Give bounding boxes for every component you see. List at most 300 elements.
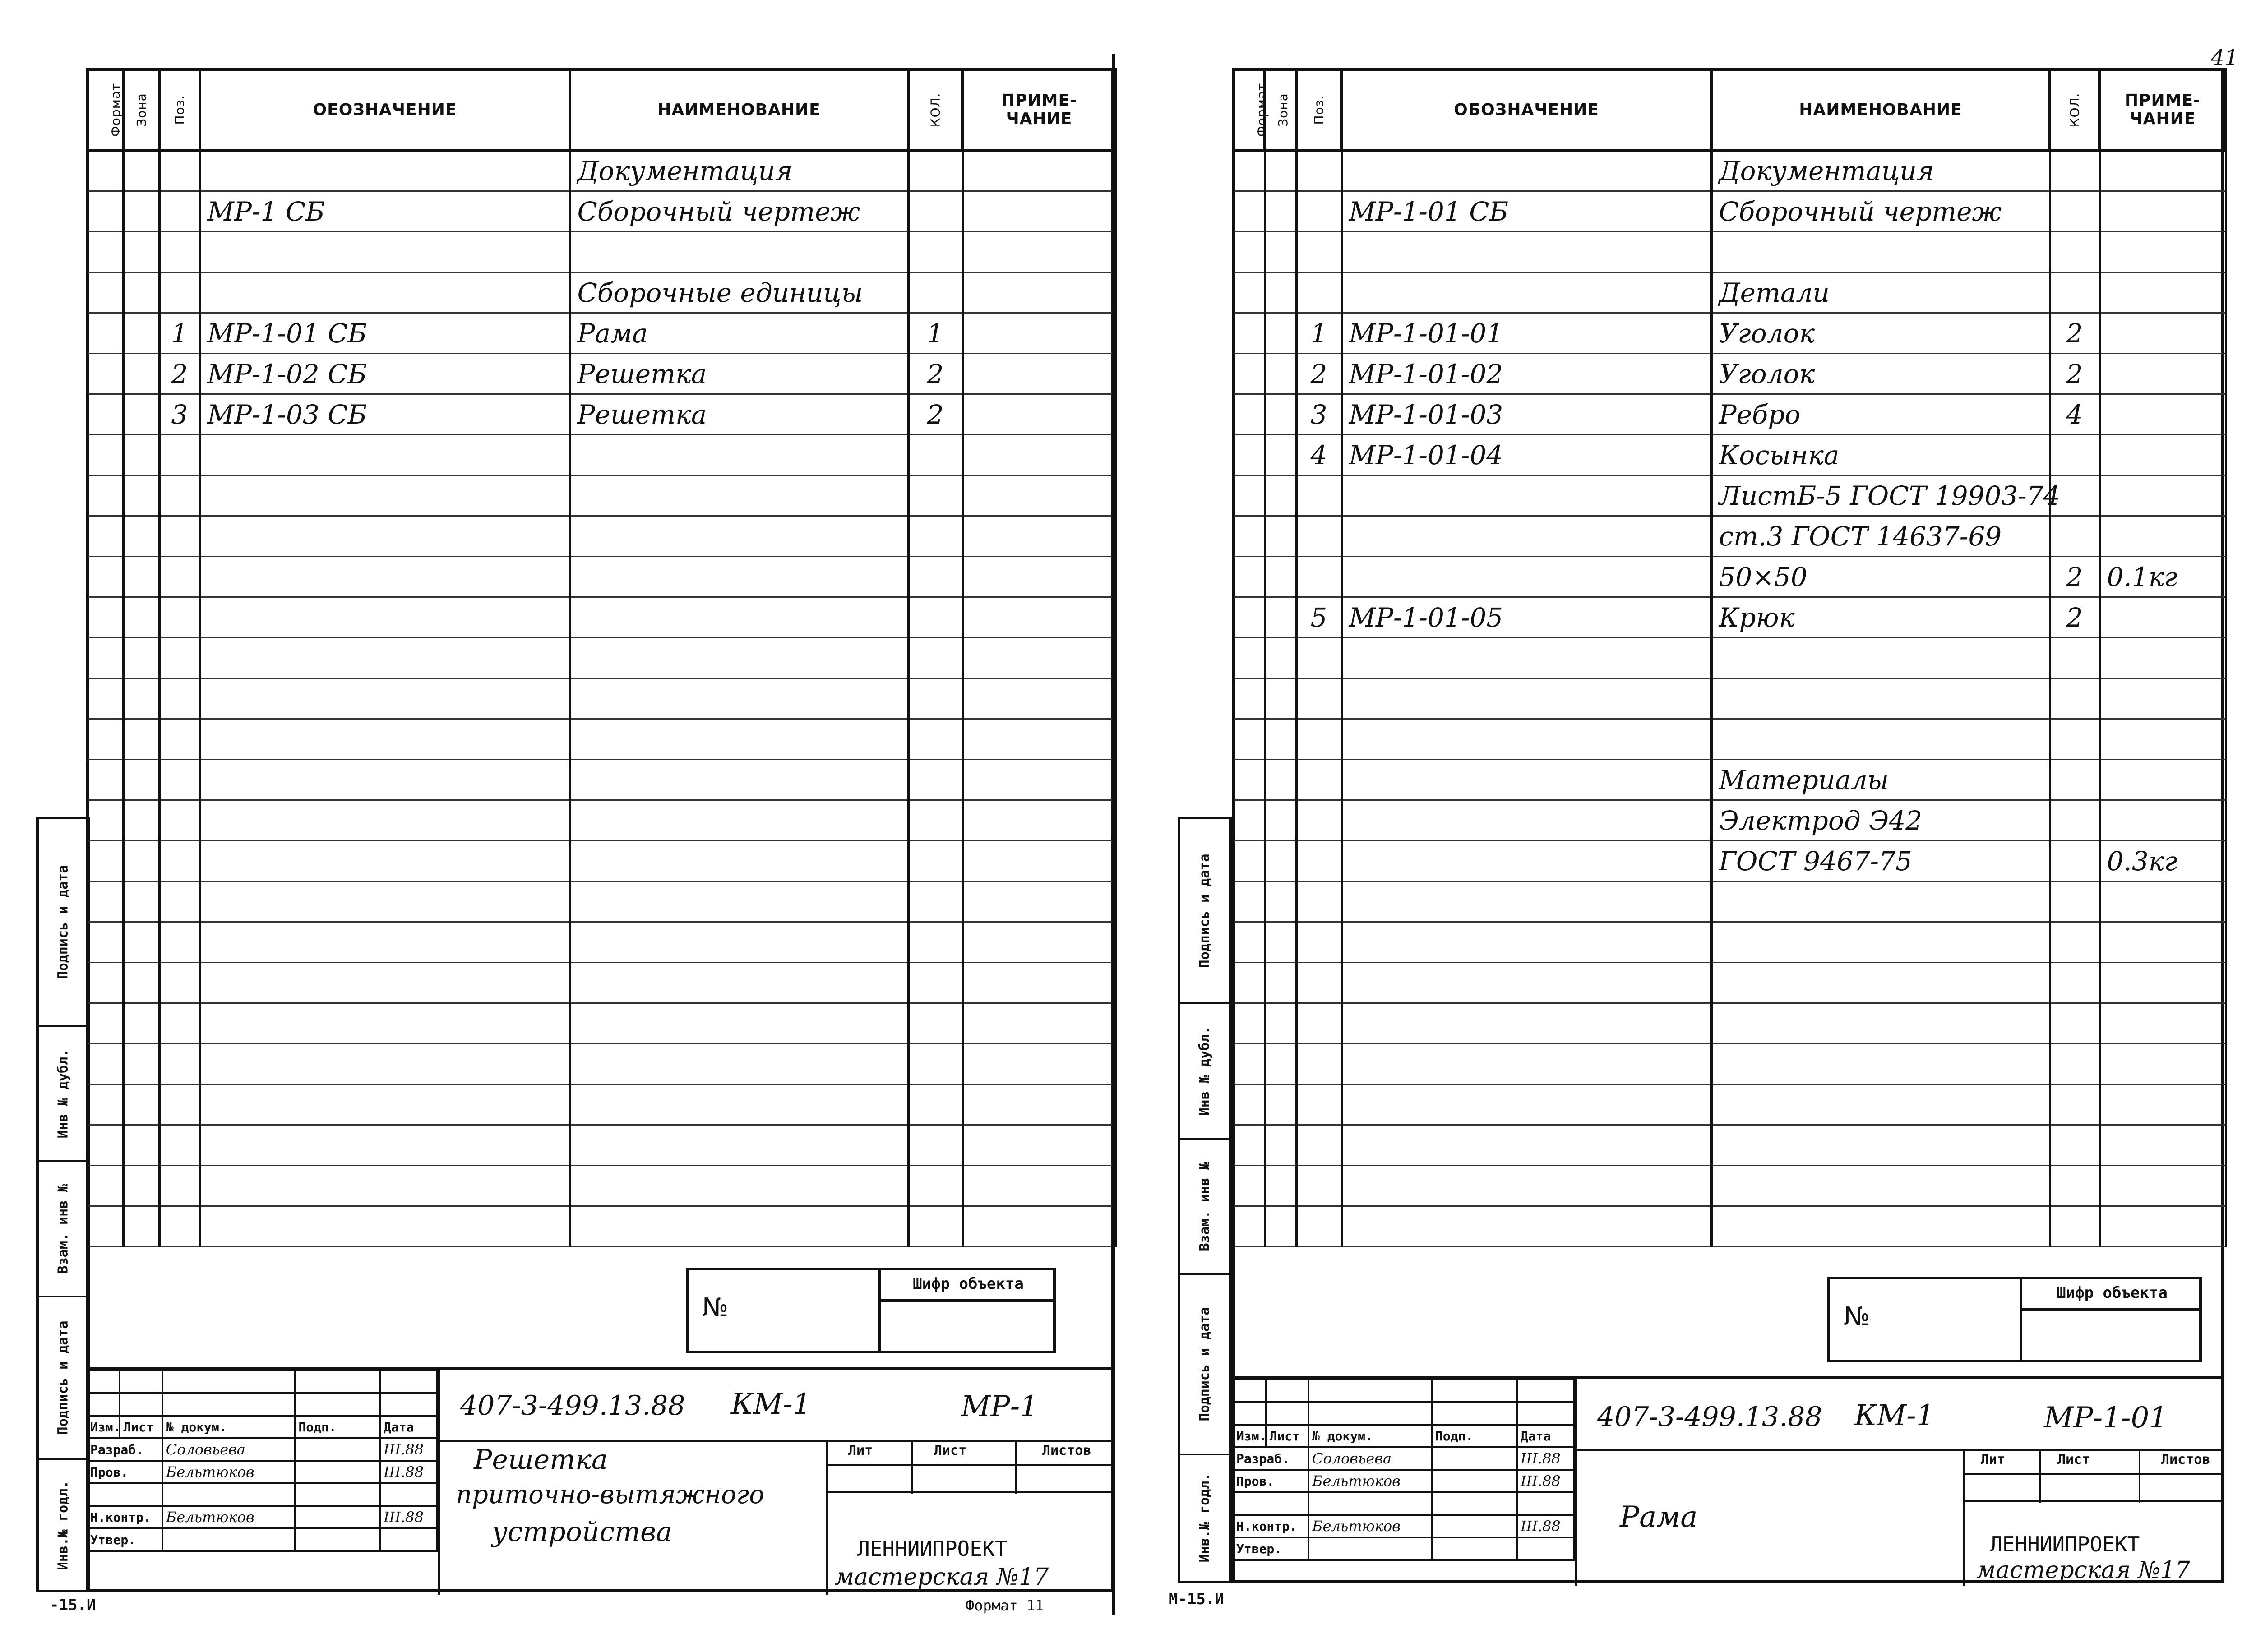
cell-designation [200,963,570,1003]
cell-name: Решетка [570,354,908,394]
cell-designation: МР-1 СБ [200,191,570,232]
cell-format [87,881,123,922]
cell-qty: 2 [2050,597,2099,638]
cell-qty [908,760,962,800]
cell-designation [1341,516,1711,557]
cell-format [1233,1206,1265,1247]
right-inv-footer: М-15.И [1169,1590,1224,1608]
cell-zone [123,354,159,394]
cell-note [2099,922,2226,963]
cell-qty [2050,963,2099,1003]
cell-name [570,800,908,841]
cell-qty [2050,272,2099,313]
cell-designation [200,435,570,475]
cell-pos [1296,800,1341,841]
side-orig-inv: Инв.№ годл. [1197,1472,1213,1562]
cell-format [1233,1084,1265,1125]
cell-designation [1341,760,1711,800]
cell-note [2099,1166,2226,1206]
signature-row [1233,1447,1574,1470]
cell-designation [200,1166,570,1206]
cell-format [87,475,123,516]
cell-format [1233,272,1265,313]
cell-designation [200,150,570,191]
cell-zone [123,719,159,760]
cell-pos [159,272,200,313]
cell-zone [123,1084,159,1125]
cell-zone [1265,516,1296,557]
spec-row [87,800,1116,841]
spec-row [87,678,1116,719]
cipher-label: Шифр объекта [878,1270,1056,1302]
spec-row [87,354,1116,394]
cell-designation: МР-1-01 СБ [200,313,570,354]
code-no-label: № [1844,1302,1870,1331]
role-date [380,1528,437,1551]
tb-hline [826,1464,1114,1466]
spec-row [1233,435,2226,475]
spec-row [1233,557,2226,597]
cell-zone [123,191,159,232]
cell-note [2099,1003,2226,1044]
spec-row [1233,272,2226,313]
cell-format [1233,1166,1265,1206]
tb-sheet: Лист [2057,1452,2090,1467]
cell-zone [1265,313,1296,354]
spec-row [87,475,1116,516]
role-signature [1432,1447,1517,1470]
role-signature [295,1506,380,1528]
cell-zone [123,1206,159,1247]
role-label: Разраб. [87,1438,162,1461]
tb-hdr-date: Дата [380,1416,437,1438]
cell-note [2099,394,2226,435]
role-date [380,1483,437,1506]
cell-format [87,1206,123,1247]
cell-designation: МР-1-01-04 [1341,435,1711,475]
cell-format [87,719,123,760]
cell-note [962,150,1116,191]
role-name [162,1483,295,1506]
cell-note [962,313,1116,354]
sheet-divider [1112,54,1115,1615]
cell-name [570,1125,908,1166]
left-code-box [686,1268,1056,1353]
cell-note [962,191,1116,232]
cell-qty [2050,760,2099,800]
tb-org: ЛЕННИИПРОЕКТ [857,1537,1008,1561]
cell-format [87,354,123,394]
left-tb-grid [86,1370,438,1552]
cell-name [570,435,908,475]
cell-qty [2050,1166,2099,1206]
cell-designation [1341,800,1711,841]
cell-note [2099,354,2226,394]
tb-vline [1015,1440,1017,1494]
right-spec-table [1232,68,2227,1247]
cell-name: Уголок [1711,313,2050,354]
cell-zone [1265,638,1296,678]
tb-sheets: Листов [2161,1452,2210,1467]
cell-note [2099,1084,2226,1125]
cell-zone [123,516,159,557]
cell-name [570,1084,908,1125]
cell-format [1233,475,1265,516]
cell-zone [123,232,159,272]
cell-name: Решетка [570,394,908,435]
spec-row [1233,1125,2226,1166]
side-repl-inv: Взам. инв № [55,1184,71,1274]
cell-designation [200,719,570,760]
cell-name [570,1166,908,1206]
cell-pos [159,678,200,719]
tb-lit: Лит [848,1443,873,1458]
left-inv-footer: -15.И [50,1596,96,1614]
spec-row [1233,191,2226,232]
role-date: III.88 [1517,1447,1574,1470]
right-title-block [1232,1376,2224,1583]
tb-hdr-sign: Подп. [1432,1425,1517,1447]
cell-note [962,394,1116,435]
cell-qty: 4 [2050,394,2099,435]
cell-designation [1341,1125,1711,1166]
signature-row [1233,1537,1574,1560]
hdr-note: ПРИМЕ-ЧАНИЕ [962,69,1116,150]
cell-designation [1341,475,1711,516]
cell-qty [908,597,962,638]
cell-pos [1296,678,1341,719]
cell-pos [1296,638,1341,678]
spec-row [1233,922,2226,963]
cell-name [570,232,908,272]
cell-pos: 1 [1296,313,1341,354]
cell-format [87,435,123,475]
tb-hdr-sign: Подп. [295,1416,380,1438]
cell-pos [159,232,200,272]
cell-note [962,922,1116,963]
spec-row [1233,394,2226,435]
cell-designation [200,881,570,922]
code-no-label: № [702,1293,729,1322]
cell-qty [2050,1206,2099,1247]
cell-zone [123,597,159,638]
cell-format [1233,922,1265,963]
tb-hdr-doc: № докум. [1308,1425,1432,1447]
role-label: Н.контр. [1233,1515,1308,1537]
cell-name [1711,719,2050,760]
spec-row [87,963,1116,1003]
cell-note [2099,800,2226,841]
cell-pos [159,1084,200,1125]
side-dup-inv: Инв № дубл. [55,1048,71,1139]
spec-row [1233,1084,2226,1125]
cell-zone [123,313,159,354]
hdr-zone: Зона [123,69,159,150]
tb-vline [911,1440,913,1494]
spec-row [1233,881,2226,922]
tb-hdr-izm: Изм. [87,1416,120,1438]
cell-name [570,841,908,881]
cell-zone [1265,557,1296,597]
cell-zone [1265,597,1296,638]
spec-row [1233,638,2226,678]
cell-pos [159,1003,200,1044]
cell-pos [1296,1044,1341,1084]
cell-qty [908,1125,962,1166]
tb-hdr-list: Лист [120,1416,162,1438]
cell-qty [2050,1003,2099,1044]
role-date [1517,1537,1574,1560]
role-name: Бельтюков [162,1506,295,1528]
cell-note [962,557,1116,597]
cell-format [1233,232,1265,272]
cell-name: Материалы [1711,760,2050,800]
role-name [1308,1537,1432,1560]
cell-zone [123,1003,159,1044]
left-title-3: устройства [492,1516,672,1548]
cell-designation [200,1125,570,1166]
cell-designation [1341,1166,1711,1206]
cell-note [2099,638,2226,678]
cell-note [962,719,1116,760]
side-sign-date-2: Подпись и дата [55,1320,71,1435]
cell-zone [1265,1206,1296,1247]
cell-qty [908,841,962,881]
cell-qty [2050,516,2099,557]
cell-designation [200,475,570,516]
cell-zone [123,841,159,881]
cell-zone [123,1044,159,1084]
cell-name [1711,963,2050,1003]
hdr-name: НАИМЕНОВАНИЕ [1711,69,2050,150]
tb-hline [438,1440,1114,1442]
cell-name: ЛистБ-5 ГОСТ 19903-74 [1711,475,2050,516]
cell-pos [159,150,200,191]
cell-pos [1296,881,1341,922]
cell-name [1711,922,2050,963]
cell-zone [123,475,159,516]
cell-qty [908,922,962,963]
spec-row [87,313,1116,354]
cell-name [570,922,908,963]
cell-note [962,1125,1116,1166]
cell-qty [908,232,962,272]
hdr-pos: Поз. [159,69,200,150]
cell-qty [908,150,962,191]
cell-designation [1341,678,1711,719]
cell-zone [123,800,159,841]
spec-row [1233,841,2226,881]
tb-lit: Лит [1981,1452,2006,1467]
cell-format [1233,313,1265,354]
cell-note [962,435,1116,475]
cell-name [1711,232,2050,272]
cell-designation [200,1084,570,1125]
cell-qty [2050,150,2099,191]
role-signature [1432,1537,1517,1560]
cell-pos [159,760,200,800]
cell-pos [1296,719,1341,760]
spec-row [87,638,1116,678]
right-doc-type: КМ-1 [1854,1399,1935,1432]
left-side-strip [36,817,90,1592]
cell-format [87,1125,123,1166]
spec-row [87,719,1116,760]
right-doc-mark: МР-1-01 [2044,1401,2168,1435]
spec-row [1233,719,2226,760]
side-sign-date-2: Подпись и дата [1197,1307,1213,1421]
cell-format [1233,1044,1265,1084]
cell-designation [200,232,570,272]
cell-name: Сборочный чертеж [1711,191,2050,232]
left-doc-mark: МР-1 [961,1390,1038,1423]
left-title-block [86,1367,1114,1592]
cell-zone [1265,1166,1296,1206]
cell-pos [1296,232,1341,272]
cell-pos: 4 [1296,435,1341,475]
cell-name [570,881,908,922]
cell-zone [1265,841,1296,881]
side-repl-inv: Взам. инв № [1197,1161,1213,1251]
spec-row [87,557,1116,597]
cell-qty [908,1044,962,1084]
spec-row [1233,354,2226,394]
tb-sheet: Лист [934,1443,967,1458]
cell-zone [1265,881,1296,922]
cell-note [2099,719,2226,760]
cell-qty [908,1166,962,1206]
cell-qty [2050,191,2099,232]
cell-format [1233,191,1265,232]
left-title-1: Решетка [474,1444,608,1476]
cell-pos [1296,557,1341,597]
cell-note [962,475,1116,516]
hdr-designation: ОЕОЗНАЧЕНИЕ [200,69,570,150]
cell-qty [2050,638,2099,678]
cell-name: Уголок [1711,354,2050,394]
cell-format [1233,597,1265,638]
cell-designation [1341,1206,1711,1247]
cell-format [1233,435,1265,475]
tb-vline [438,1370,440,1595]
cell-format [87,638,123,678]
spec-row [87,1084,1116,1125]
cell-pos [159,597,200,638]
cell-name [570,475,908,516]
cell-format [87,597,123,638]
cell-format [1233,1125,1265,1166]
spec-row [87,150,1116,191]
cell-note [962,1166,1116,1206]
left-doc-code: 407-3-499.13.88 [460,1390,685,1421]
cell-pos [159,841,200,881]
spec-row [87,1166,1116,1206]
tb-vline [2139,1449,2140,1503]
spec-row [1233,232,2226,272]
cell-qty [908,516,962,557]
cell-note [962,1084,1116,1125]
cell-pos [1296,1084,1341,1125]
cell-format [87,150,123,191]
cell-qty [908,1003,962,1044]
cell-note [962,1044,1116,1084]
role-date: III.88 [380,1438,437,1461]
hdr-qty: КОЛ. [908,69,962,150]
cell-pos [1296,963,1341,1003]
cell-zone [1265,678,1296,719]
cell-qty [908,1084,962,1125]
role-name: Бельтюков [1308,1470,1432,1492]
cell-pos [1296,150,1341,191]
spec-row [1233,1166,2226,1206]
cell-pos [1296,1125,1341,1166]
spec-row [1233,678,2226,719]
cell-format [1233,557,1265,597]
signature-row [87,1438,437,1461]
cell-qty [2050,232,2099,272]
tb-hline [1963,1500,2224,1502]
cell-name [570,963,908,1003]
cell-format [87,394,123,435]
spec-row [1233,475,2226,516]
cell-designation [1341,1003,1711,1044]
cell-qty [908,881,962,922]
role-signature [295,1461,380,1483]
cell-qty [2050,1044,2099,1084]
cell-zone [1265,394,1296,435]
cell-name [1711,1166,2050,1206]
cell-note: 0.3кг [2099,841,2226,881]
side-orig-inv: Инв.№ годл. [55,1480,71,1570]
cell-note [2099,516,2226,557]
cell-note: 0.1кг [2099,557,2226,597]
cell-qty [2050,435,2099,475]
cell-pos [1296,1206,1341,1247]
left-title-2: приточно-вытяжного [456,1480,764,1509]
cell-zone [123,557,159,597]
cell-zone [123,435,159,475]
left-sheet [50,68,1096,1614]
cell-name [1711,1125,2050,1166]
cell-designation [200,597,570,638]
cell-zone [1265,719,1296,760]
cell-designation [1341,638,1711,678]
hdr-format: Формат [87,69,123,150]
cell-format [87,1084,123,1125]
cell-note [2099,272,2226,313]
cell-qty [908,1206,962,1247]
cell-pos [159,638,200,678]
cell-format [1233,516,1265,557]
side-dup-inv: Инв № дубл. [1197,1026,1213,1116]
cell-name: Ребро [1711,394,2050,435]
spec-row [87,922,1116,963]
role-label: Разраб. [1233,1447,1308,1470]
cell-zone [123,963,159,1003]
spec-row [87,191,1116,232]
cell-designation: МР-1-03 СБ [200,394,570,435]
tb-org: ЛЕННИИПРОЕКТ [1990,1532,2140,1556]
tb-hdr-date: Дата [1517,1425,1574,1447]
cell-name: Косынка [1711,435,2050,475]
spec-row [1233,760,2226,800]
cell-format [1233,150,1265,191]
spec-row [1233,963,2226,1003]
cell-note [962,272,1116,313]
cell-format [87,557,123,597]
cell-pos [1296,191,1341,232]
cell-name: Сборочные единицы [570,272,908,313]
